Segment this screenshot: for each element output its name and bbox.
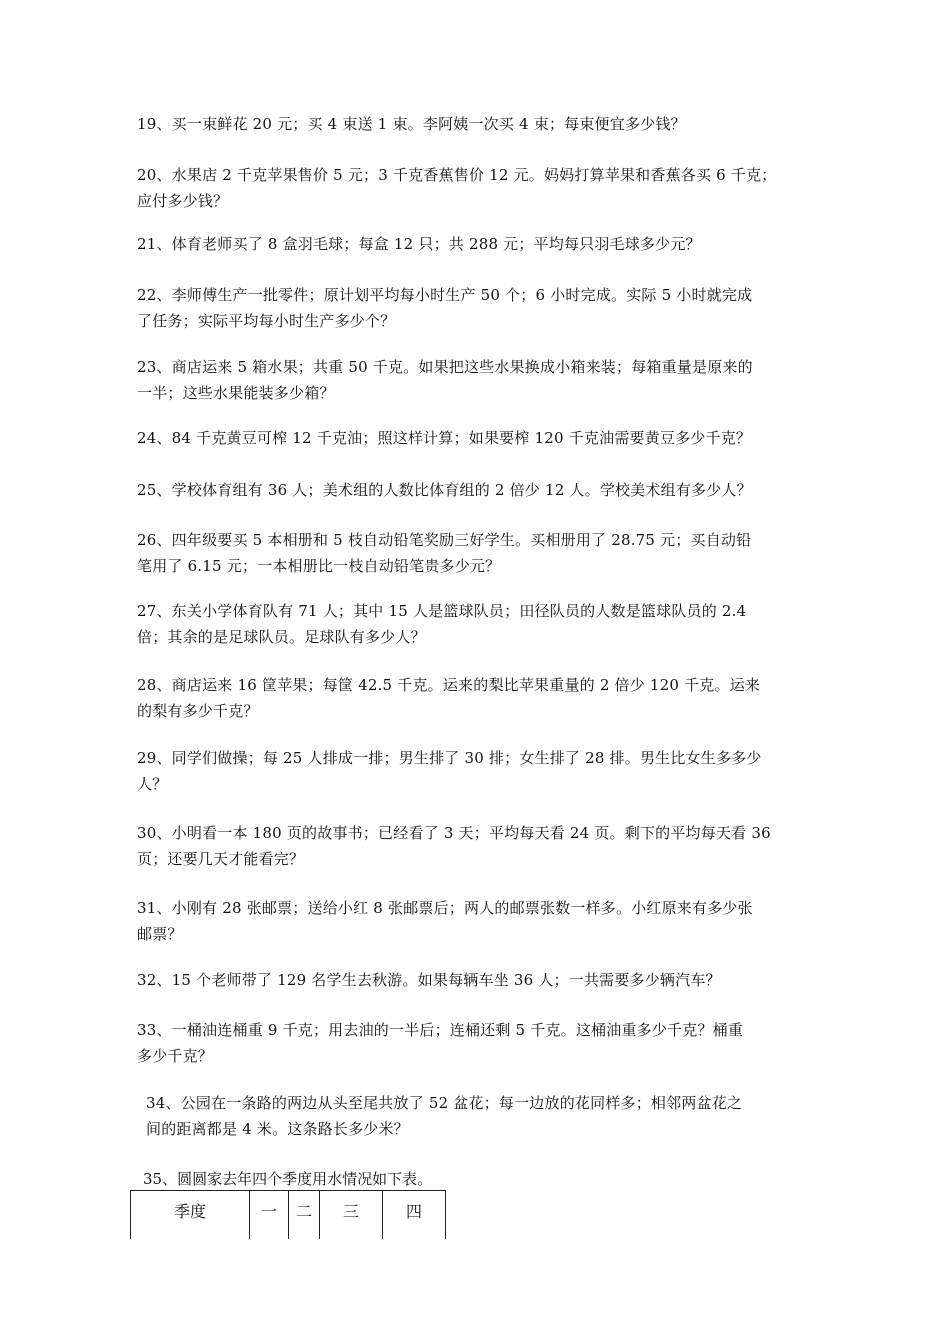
problem-23-line-1: 23、商店运来 5 箱水果；共重 50 千克。如果把这些水果换成小箱来装；每箱重量是原来的 xyxy=(137,358,753,376)
problem-23-line-2: 一半；这些水果能装多少箱？ xyxy=(137,384,335,402)
water-usage-table xyxy=(130,1190,446,1239)
problem-24-line-1: 24、84 千克黄豆可榨 12 千克油；照这样计算；如果要榨 120 千克油需要黄豆多少千克？ xyxy=(137,429,752,447)
problem-28-line-2: 的梨有多少千克？ xyxy=(137,702,259,720)
table-header-cell-q3: 三 xyxy=(320,1191,383,1240)
table-header-cell-q2: 二 xyxy=(289,1191,320,1240)
table-header-cell-q1: 一 xyxy=(250,1191,289,1240)
problem-33-line-1: 33、一桶油连桶重 9 千克；用去油的一半后；连桶还剩 5 千克。这桶油重多少千克？桶重 xyxy=(137,1021,744,1039)
problem-32 xyxy=(137,967,813,993)
problem-30 xyxy=(137,820,813,872)
problem-31 xyxy=(137,895,813,947)
problem-26-line-2: 笔用了 6.15 元；一本相册比一枝自动铅笔贵多少元？ xyxy=(137,557,501,575)
problem-29 xyxy=(137,745,813,797)
problem-29-line-2: 人？ xyxy=(137,775,168,793)
problem-20-line-2: 应付多少钱？ xyxy=(137,192,229,210)
problem-19 xyxy=(137,111,813,137)
problem-28-line-1: 28、商店运来 16 筐苹果；每筐 42.5 千克。运来的梨比苹果重量的 2 倍少 120 千克。运来 xyxy=(137,676,761,694)
problem-34 xyxy=(146,1090,806,1142)
problem-30-line-2: 页；还要几天才能看完？ xyxy=(137,850,305,868)
problem-21-line-1: 21、体育老师买了 8 盒羽毛球；每盒 12 只；共 288 元；平均每只羽毛球多少元？ xyxy=(137,235,701,253)
problem-27-line-1: 27、东关小学体育队有 71 人；其中 15 人是篮球队员；田径队员的人数是篮球队员的 2.4 xyxy=(137,602,747,620)
problem-27 xyxy=(137,598,813,650)
problem-22-line-1: 22、李师傅生产一批零件；原计划平均每小时生产 50 个；6 小时完成。实际 5 小时就完成 xyxy=(137,286,753,304)
problem-23 xyxy=(137,354,813,406)
problem-24 xyxy=(137,425,813,451)
problem-22-line-2: 了任务；实际平均每小时生产多少个？ xyxy=(137,312,396,330)
problem-33-line-2: 多少千克？ xyxy=(137,1047,214,1065)
problem-22 xyxy=(137,282,813,334)
problem-28 xyxy=(137,672,813,724)
problem-34-line-2: 间的距离都是 4 米。这条路长多少米？ xyxy=(146,1120,409,1138)
problem-19-line-1: 19、买一束鲜花 20 元；买 4 束送 1 束。李阿姨一次买 4 束；每束便宜多少钱？ xyxy=(137,115,686,133)
problem-27-line-2: 倍；其余的是足球队员。足球队有多少人？ xyxy=(137,628,426,646)
problem-34-line-1: 34、公园在一条路的两边从头至尾共放了 52 盆花；每一边放的花同样多；相邻两盆花之 xyxy=(146,1094,743,1112)
problem-21 xyxy=(137,231,813,257)
problem-33 xyxy=(137,1017,813,1069)
table-header-cell-q4: 四 xyxy=(383,1191,446,1240)
problem-35-intro: 35、圆圆家去年四个季度用水情况如下表。 xyxy=(143,1170,433,1188)
problem-25 xyxy=(137,477,813,503)
problem-31-line-2: 邮票？ xyxy=(137,925,183,943)
problem-29-line-1: 29、同学们做操；每 25 人排成一排；男生排了 30 排；女生排了 28 排。男生比女生多多少 xyxy=(137,749,762,767)
problem-30-line-1: 30、小明看一本 180 页的故事书；已经看了 3 天；平均每天看 24 页。剩下的平均每天看 36 xyxy=(137,824,771,842)
table-header-cell-season: 季度 xyxy=(131,1191,250,1240)
problem-26 xyxy=(137,527,813,579)
problem-31-line-1: 31、小刚有 28 张邮票；送给小红 8 张邮票后；两人的邮票张数一样多。小红原来有多少张 xyxy=(137,899,753,917)
problem-25-line-1: 25、学校体育组有 36 人；美术组的人数比体育组的 2 倍少 12 人。学校美术组有多少人？ xyxy=(137,481,752,499)
problem-20 xyxy=(137,162,813,214)
problem-26-line-1: 26、四年级要买 5 本相册和 5 枝自动铅笔奖励三好学生。买相册用了 28.75 元；买自动铅 xyxy=(137,531,752,549)
problem-32-line-1: 32、15 个老师带了 129 名学生去秋游。如果每辆车坐 36 人；一共需要多少辆汽车？ xyxy=(137,971,721,989)
table-header-row xyxy=(131,1191,446,1240)
problem-20-line-1: 20、水果店 2 千克苹果售价 5 元；3 千克香蕉售价 12 元。妈妈打算苹果和香蕉各买 6 千克； xyxy=(137,166,777,184)
